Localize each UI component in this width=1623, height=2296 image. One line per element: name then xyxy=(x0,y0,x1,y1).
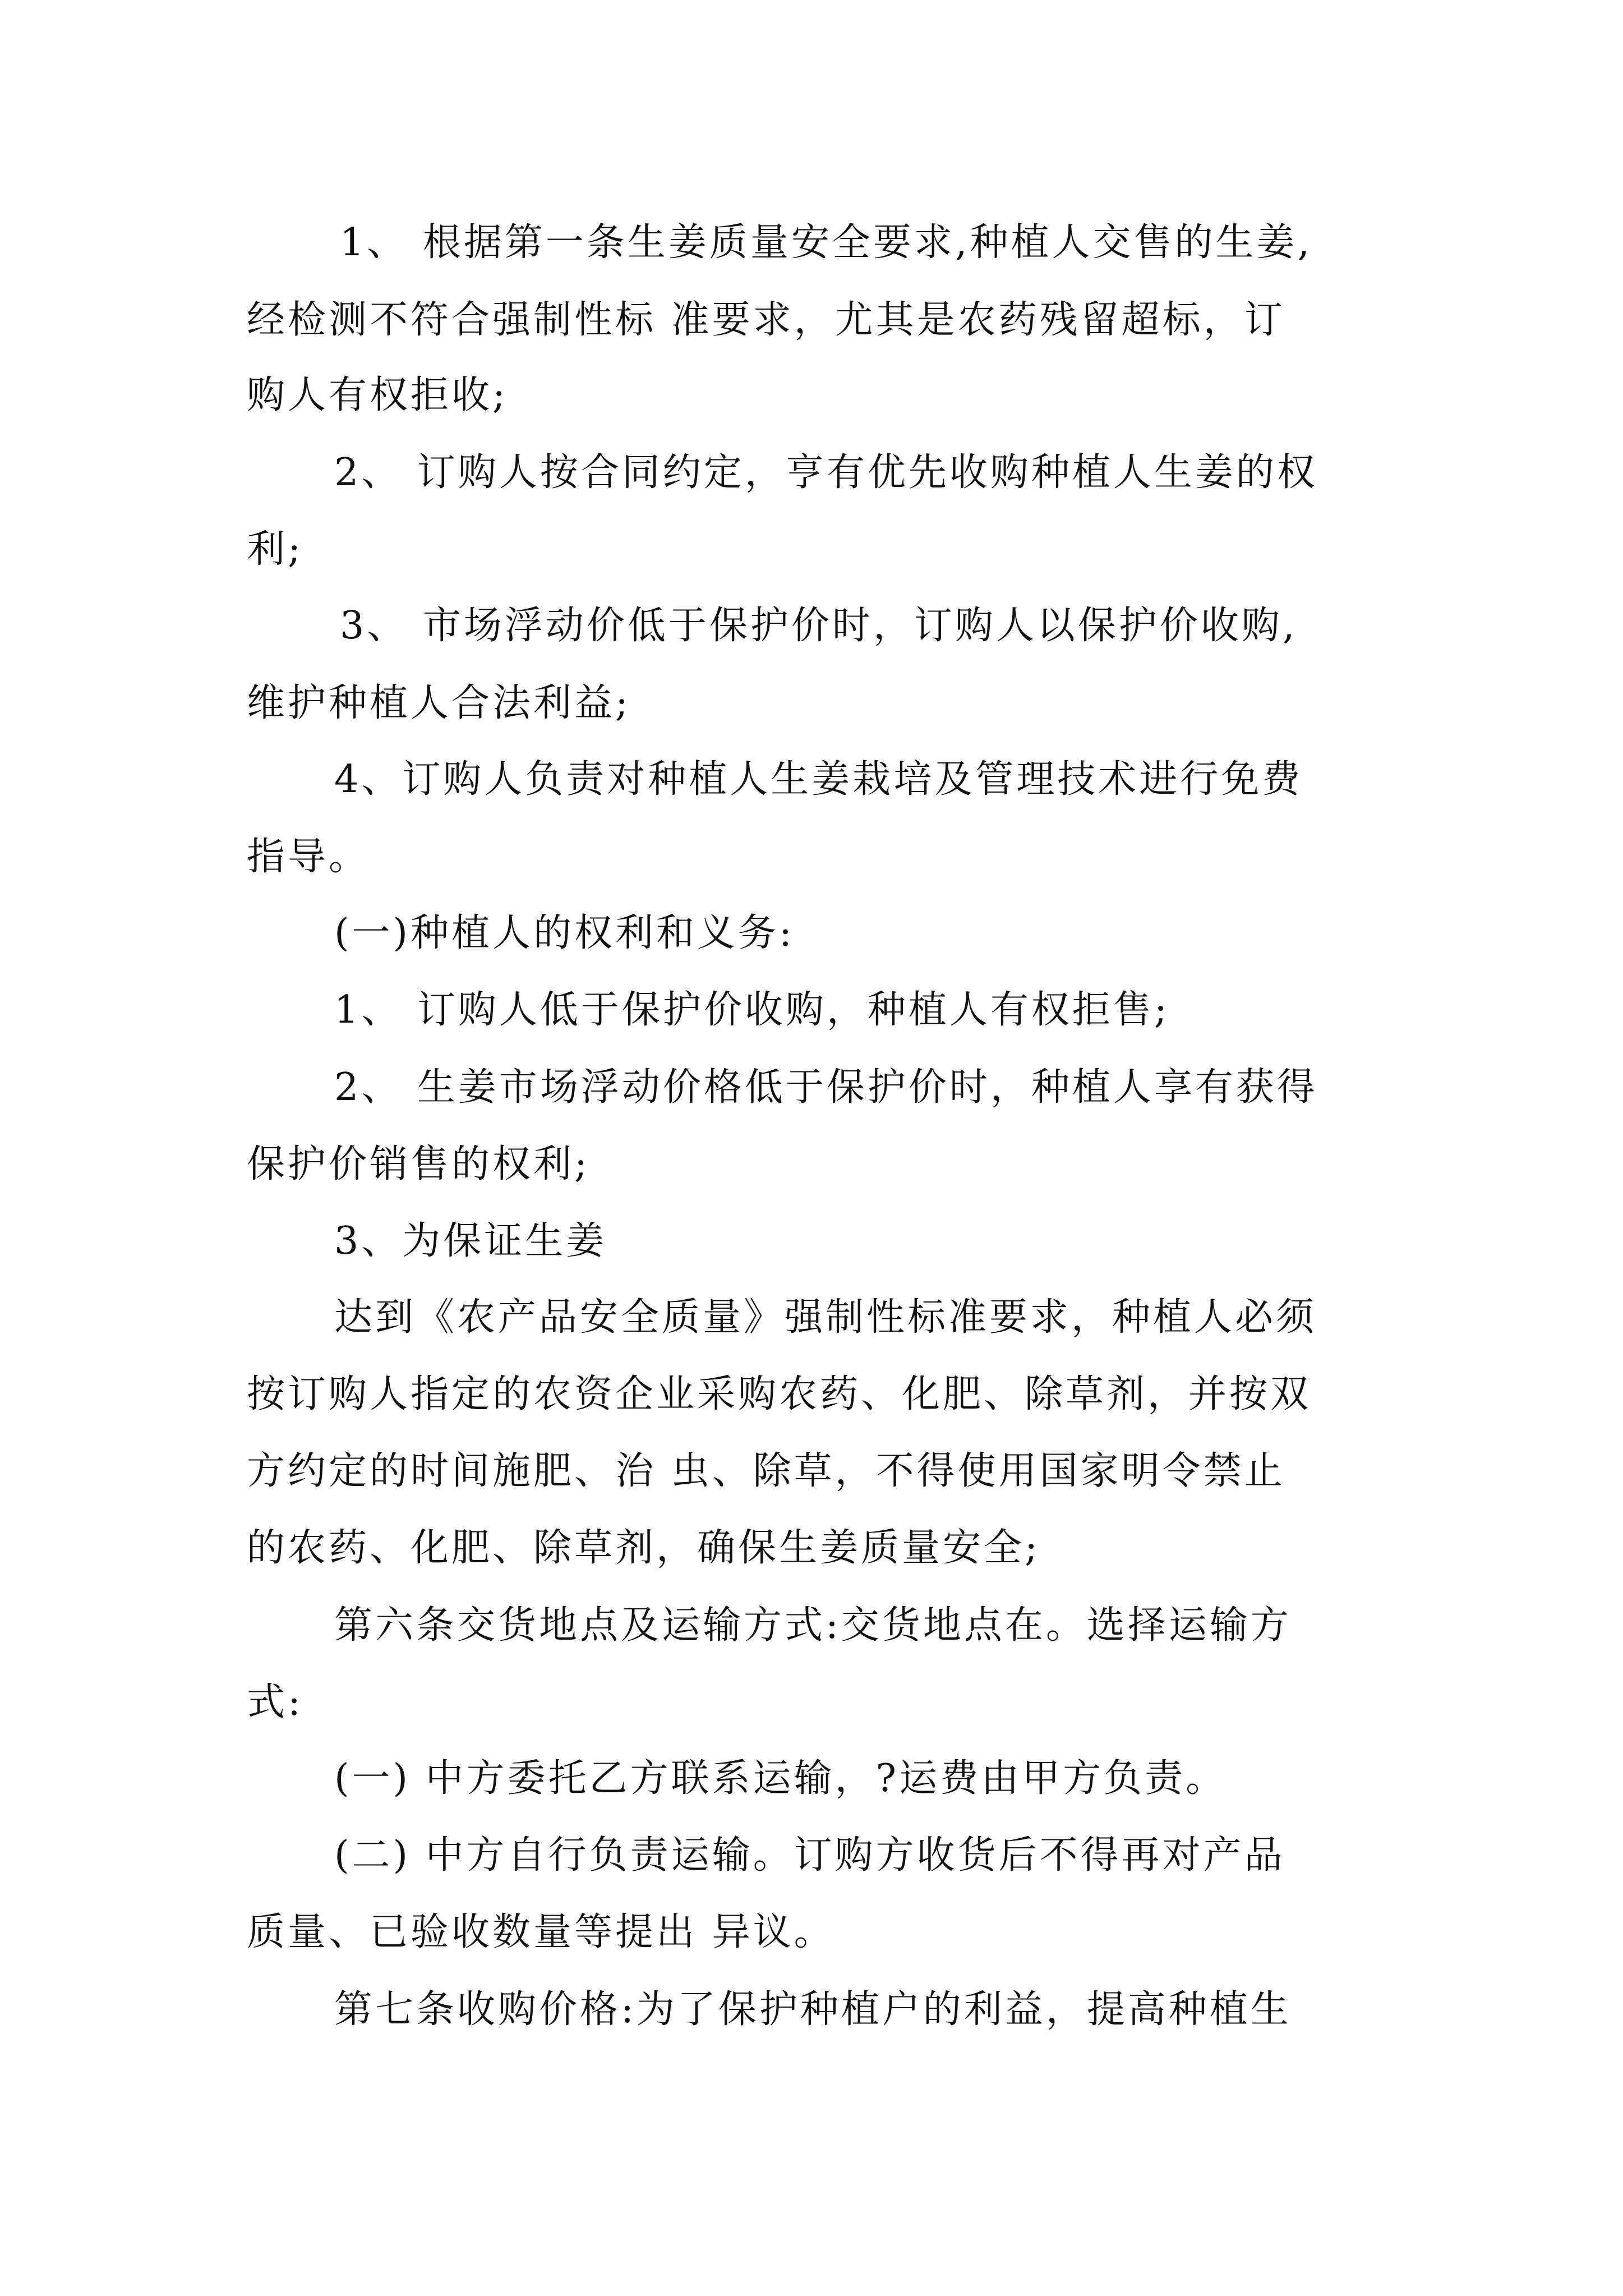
text-line: 经检测不符合强制性标 准要求，尤其是农药残留超标，订 xyxy=(247,298,1285,342)
text-line: (一) 中方委托乙方联系运输，?运费由甲方负责。 xyxy=(334,1756,1227,1801)
text-line: 3、为保证生姜 xyxy=(334,1219,607,1263)
text-line: 的农药、化肥、除草剂，确保生姜质量安全; xyxy=(247,1526,1040,1570)
text-line: 第六条交货地点及运输方式:交货地点在。选择运输方 xyxy=(334,1603,1292,1648)
text-line: 购人有权拒收; xyxy=(247,373,508,417)
text-line: (一)种植人的权利和义务: xyxy=(334,911,795,955)
text-line: 3、 市场浮动价低于保护价时，订购人以保护价收购, xyxy=(340,604,1298,648)
text-line: 第七条收购价格:为了保护种植户的利益，提高种植生 xyxy=(334,1987,1292,2032)
text-line: 利; xyxy=(247,527,303,572)
text-line: (二) 中方自行负责运输。订购方收货后不得再对产品 xyxy=(334,1833,1285,1878)
text-line: 式: xyxy=(247,1680,303,1724)
text-line: 保护价销售的权利; xyxy=(247,1142,590,1186)
text-line: 1、 根据第一条生姜质量安全要求,种植人交售的生姜, xyxy=(340,220,1313,265)
text-line: 4、订购人负责对种植人生姜栽培及管理技术进行免费 xyxy=(334,757,1303,802)
text-line: 达到《农产品安全质量》强制性标准要求，种植人必须 xyxy=(334,1295,1317,1340)
text-line: 按订购人指定的农资企业采购农药、化肥、除草剂，并按双 xyxy=(247,1372,1312,1416)
text-line: 方约定的时间施肥、治 虫、除草，不得使用国家明令禁止 xyxy=(247,1449,1285,1493)
text-line: 2、 生姜市场浮动价格低于保护价时，种植人享有获得 xyxy=(334,1065,1318,1110)
text-line: 指导。 xyxy=(247,835,370,879)
text-line: 1、 订购人低于保护价收购，种植人有权拒售; xyxy=(334,988,1170,1032)
text-line: 维护种植人合法利益; xyxy=(247,681,631,725)
text-line: 质量、已验收数量等提出 异议。 xyxy=(247,1910,835,1954)
text-line: 2、 订购人按合同约定，亨有优先收购种植人生姜的权 xyxy=(334,450,1318,495)
